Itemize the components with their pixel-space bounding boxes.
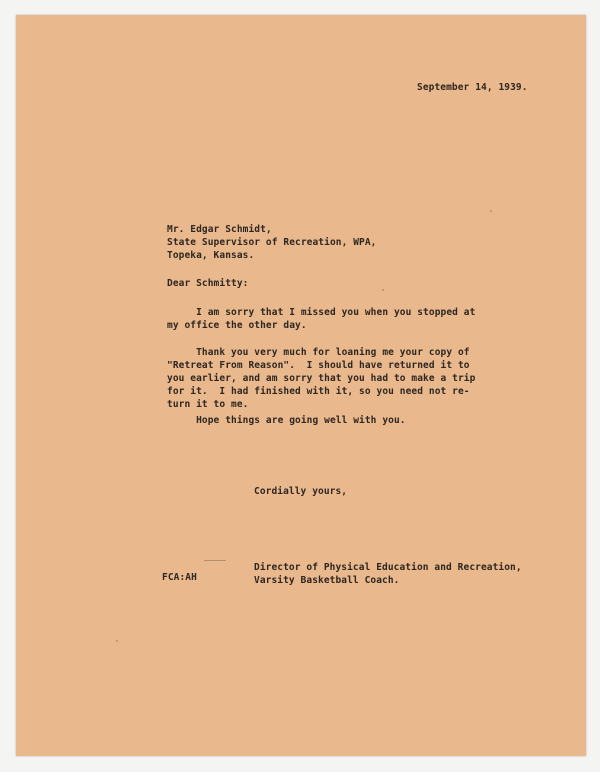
paragraph-1-line-1: I am sorry that I missed you when you stopped at <box>167 307 476 318</box>
paragraph-2-line-5: turn it to me. <box>167 399 249 410</box>
paragraph-1-line-2: my office the other day. <box>167 320 307 331</box>
recipient-title: State Supervisor of Recreation, WPA, <box>167 237 377 248</box>
salutation: Dear Schmitty: <box>167 278 249 289</box>
paper-speck <box>382 289 384 291</box>
paragraph-2-line-1: Thank you very much for loaning me your copy of <box>167 347 470 358</box>
letter-date: September 14, 1939. <box>417 82 528 93</box>
paper-speck <box>490 210 492 212</box>
letter-page <box>16 15 586 756</box>
paper-speck <box>116 640 118 642</box>
paragraph-3: Hope things are going well with you. <box>167 415 406 426</box>
recipient-city: Topeka, Kansas. <box>167 250 255 261</box>
closing: Cordially yours, <box>254 486 348 497</box>
paragraph-2-line-4: for it. I had finished with it, so you need not re- <box>167 386 470 397</box>
pencil-mark <box>204 560 226 561</box>
signature-title-2: Varsity Basketball Coach. <box>254 575 400 586</box>
typist-initials: FCA:AH <box>162 572 197 583</box>
paragraph-2-line-3: you earlier, and am sorry that you had to make a trip <box>167 373 476 384</box>
paragraph-2-line-2: "Retreat From Reason". I should have returned it to <box>167 360 470 371</box>
signature-title-1: Director of Physical Education and Recreation, <box>254 562 522 573</box>
recipient-name: Mr. Edgar Schmidt, <box>167 224 272 235</box>
